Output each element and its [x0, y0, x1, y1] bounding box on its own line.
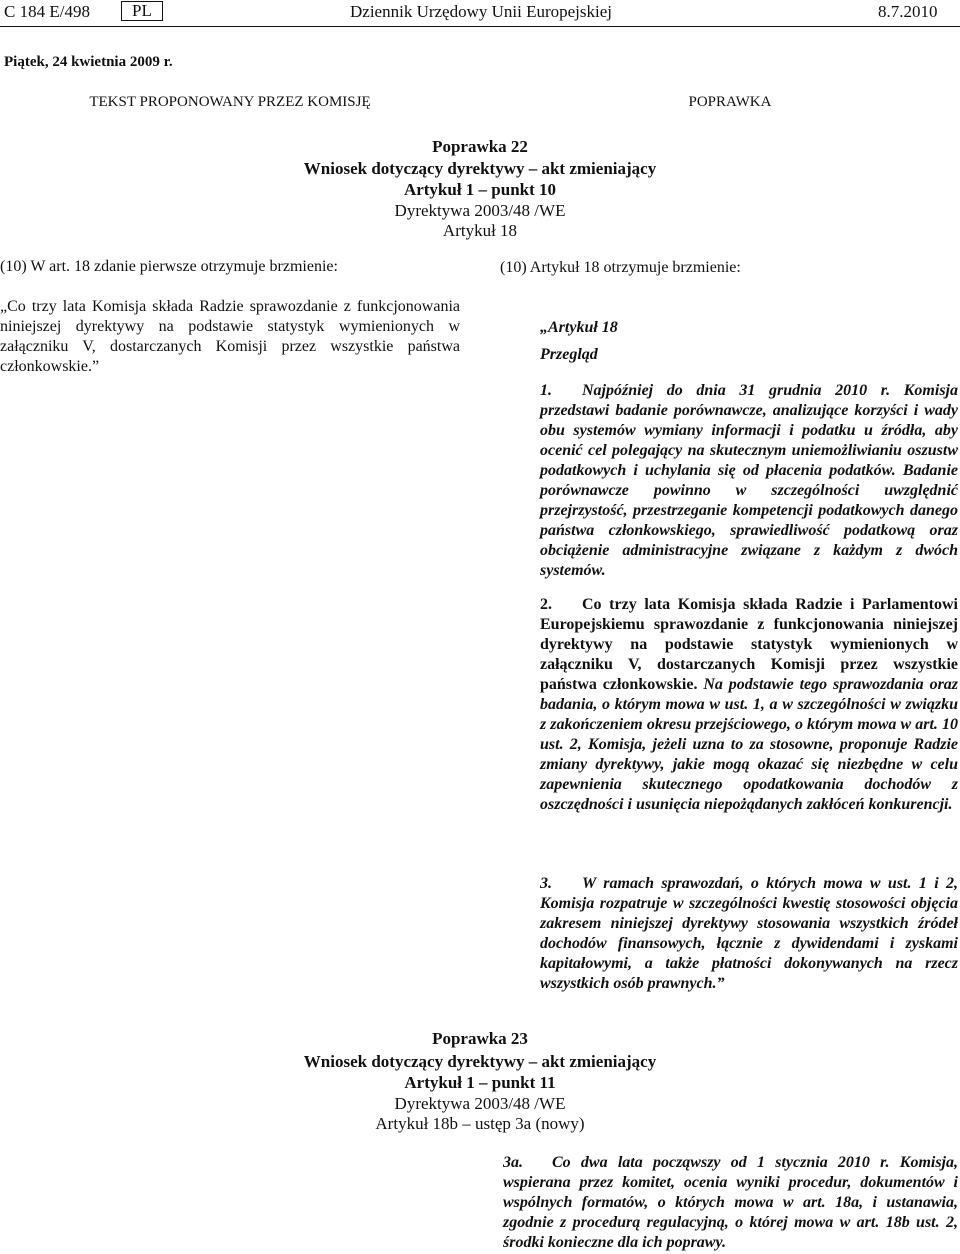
journal-title: Dziennik Urzędowy Unii Europejskiej [350, 2, 613, 21]
paragraph-3-text: W ramach sprawozdań, o których mowa w ust. 1 i 2, Komisja rozpatruje w szczególności kwestię stosowości objęcia zakresem niniejszej dyrektywy stosowania wszystkich źródeł dochodów finansowych, łącznie z dywidendami i zyskami kapitałowymi, a także płatności dokonywanych na rzecz wszystkich osób prawnych.” [540, 875, 958, 992]
paragraph-2-text-italic: Na podstawie tego sprawozdania oraz badania, o którym mowa w ust. 1, a w szczególności w związku z zakończeniem okresu przejściowego, o którym mowa w art. 10 ust. 2, Komisja, jeżeli uzna to za stosowne, proponuje Radzie zmiany dyrektywy, jakie mogą okazać się niezbędne w celu zapewnienia skutecznego opodatkowania dochodów z oszczędności i usunięcia niepożądanych zakłóceń konkurencji. [540, 676, 959, 813]
paragraph-2-number: 2. [540, 596, 552, 613]
amendment-23-article: Artykuł 1 – punkt 11 [404, 1073, 556, 1092]
paragraph-3a-text: Co dwa lata począwszy od 1 stycznia 2010 r. Komisja, wspierana przez komitet, ocenia wyniki procedur, dokumentów i wspólnych formatów, o których mowa w art. 18a, i ustanawia, zgodnie z procedurą regulacyjną, o której mowa w art. 18b ust. 2, środki konieczne dla ich poprawy. [503, 1154, 958, 1251]
amendment-23-title: Poprawka 23 [432, 1029, 528, 1048]
column-heading-amendment: POPRAWKA [688, 94, 772, 110]
amendment-intro: (10) Artykuł 18 otrzymuje brzmienie: [500, 259, 741, 276]
paragraph-3a [503, 1153, 958, 1253]
commission-intro: (10) W art. 18 zdanie pierwsze otrzymuje brzmienie: [0, 258, 338, 275]
paragraph-1-text: Najpóźniej do dnia 31 grudnia 2010 r. Komisja przedstawi badanie porównawcze, analizujące korzyści i wady obu systemów wymiany informacji i podatku u źródła, aby ocenić cel polegający na skutecznym uniemożliwianiu oszustw podatkowych i uchylania się od płacenia podatków. Badanie porównawcze powinno w szczególności uwzględnić przejrzystość, przestrzeganie kompetencji podatkowych danego państwa członkowskiego, sprawiedliwość podatkową oraz obciążenie administracyjne związane z każdym z dwóch systemów. [540, 382, 958, 579]
paragraph-1 [540, 381, 958, 581]
amendment-22-directive: Dyrektywa 2003/48 /WE [394, 201, 566, 220]
paragraph-2 [540, 595, 958, 815]
amendment-22-proposal: Wniosek dotyczący dyrektywy – akt zmieniający [303, 159, 657, 178]
journal-series: C 184 E/498 [4, 2, 90, 21]
sitting-date: Piątek, 24 kwietnia 2009 r. [4, 54, 173, 70]
amendment-23-proposal: Wniosek dotyczący dyrektywy – akt zmieniający [303, 1052, 657, 1071]
paragraph-3 [540, 874, 958, 994]
amendment-22-title: Poprawka 22 [432, 137, 528, 156]
commission-quote: „Co trzy lata Komisja składa Radzie sprawozdanie z funkcjonowania niniejszej dyrektywy na podstawie statystyk wymienionych w załączniku V, dostarczanych Komisji przez wszystkie państwa członkowskie.” [0, 298, 460, 375]
paragraph-2-text: Co trzy lata Komisja składa Radzie i Parlamentowi Europejskiemu sprawozdanie z funkcjonowania niniejszej dyrektywy na podstawie statystyk wymienionych w załączniku V, dostarczanych Komisji przez wszystkie państwa członkowskie. [540, 596, 958, 693]
amendment-23-directive: Dyrektywa 2003/48 /WE [394, 1094, 566, 1113]
header-rule [0, 26, 960, 27]
article-18-subtitle: Przegląd [540, 346, 598, 363]
amendment-22-target-article: Artykuł 18 [442, 221, 518, 240]
paragraph-3a-number: 3a. [503, 1154, 523, 1171]
paragraph-1-number: 1. [540, 382, 552, 399]
language-badge: PL [121, 1, 163, 21]
paragraph-3-number: 3. [540, 875, 552, 892]
column-heading-commission: TEKST PROPONOWANY PRZEZ KOMISJĘ [89, 94, 371, 110]
amendment-23-target-article: Artykuł 18b – ustęp 3a (nowy) [375, 1114, 585, 1133]
article-18-title: „Artykuł 18 [540, 319, 618, 336]
amendment-22-article: Artykuł 1 – punkt 10 [403, 180, 557, 199]
journal-date: 8.7.2010 [878, 2, 938, 21]
